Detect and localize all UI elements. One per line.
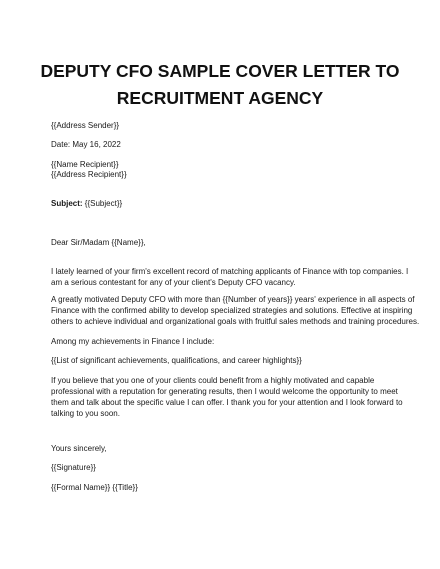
closing: Yours sincerely, bbox=[51, 444, 107, 453]
paragraph-line: If you believe that you one of your clients could benefit from a highly motivated and capable bbox=[51, 376, 375, 385]
salutation: Dear Sir/Madam {{Name}}, bbox=[51, 238, 146, 247]
achievements-list: {{List of significant achievements, qualifications, and career highlights}} bbox=[51, 356, 302, 365]
page-title bbox=[30, 58, 410, 112]
signature: {{Signature}} bbox=[51, 463, 96, 472]
paragraph-line: them and talk about the specific value I can offer. I thank you for your attention and I look forward to bbox=[51, 398, 403, 407]
recipient-name: {{Name Recipient}} bbox=[51, 160, 119, 169]
paragraph-line: professional with a reputation for generating results, then I would welcome the opportunity to meet bbox=[51, 387, 398, 396]
subject-line bbox=[51, 198, 122, 209]
achievements-intro: Among my achievements in Finance I include: bbox=[51, 337, 215, 346]
recipient-address: {{Address Recipient}} bbox=[51, 170, 127, 179]
sender-address: {{Address Sender}} bbox=[51, 121, 120, 130]
paragraph-intro bbox=[51, 266, 409, 288]
paragraph-experience bbox=[51, 294, 420, 327]
title-line-2: RECRUITMENT AGENCY bbox=[116, 88, 324, 108]
paragraph-closing bbox=[51, 375, 403, 419]
paragraph-line: am a serious contestant for any of your client's Deputy CFO vacancy. bbox=[51, 278, 296, 287]
paragraph-line: Finance with the confirmed ability to develop specialized strategies and solutions. Effective at inspiring bbox=[51, 306, 413, 315]
paragraph-line: I lately learned of your firm's excellent record of matching applicants of Finance with top companies. I bbox=[51, 267, 409, 276]
paragraph-line: others to achieve individual and organizational goals with fruitful sales methods and training procedures. bbox=[51, 317, 420, 326]
subject-label: Subject: bbox=[51, 199, 83, 208]
subject-value: {{Subject}} bbox=[82, 199, 123, 208]
paragraph-line: talking to you soon. bbox=[51, 409, 120, 418]
paragraph-line: A greatly motivated Deputy CFO with more than {{Number of years}} years' experience in all aspects of bbox=[51, 295, 415, 304]
date-line: Date: May 16, 2022 bbox=[51, 140, 121, 149]
title-line-1: DEPUTY CFO SAMPLE COVER LETTER TO bbox=[40, 61, 400, 81]
formal-name: {{Formal Name}} {{Title}} bbox=[51, 483, 138, 492]
